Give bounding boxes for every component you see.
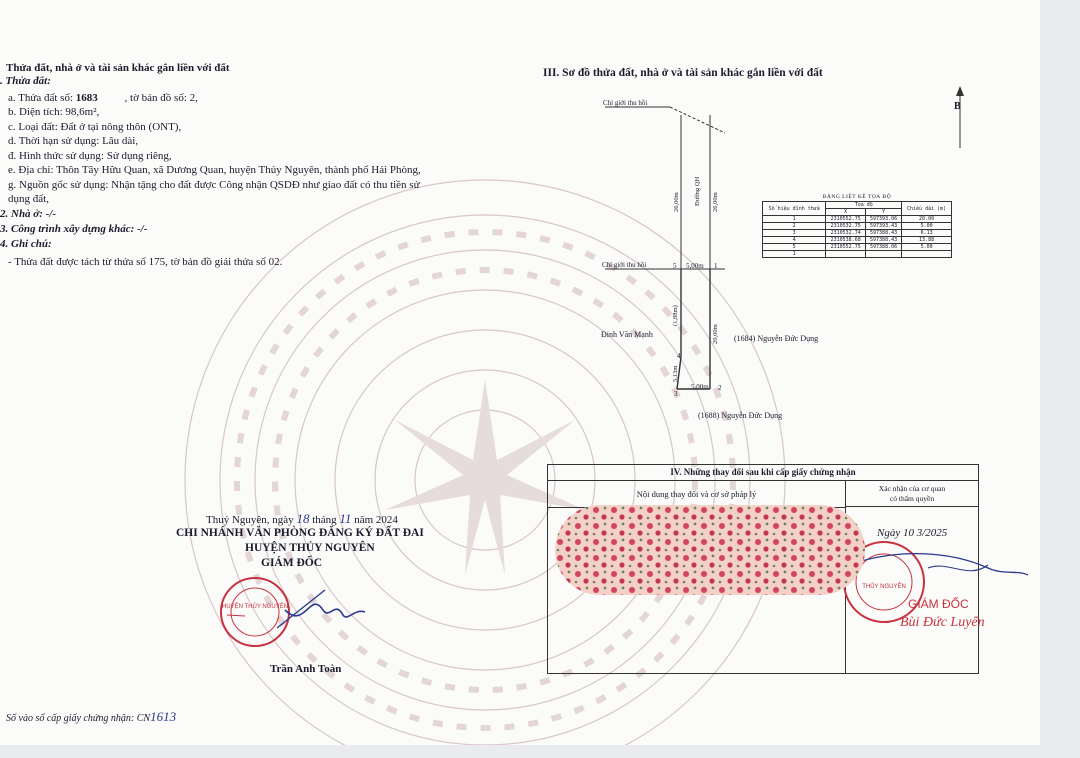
official-seal-left: [215, 570, 375, 655]
neighbor-south: (1688) Nguyễn Đức Dụng: [698, 411, 783, 420]
neighbor-west: Đinh Văn Mạnh: [601, 330, 653, 339]
term-line: d. Thời hạn sử dụng: Lâu dài,: [8, 135, 139, 147]
boundary-mid-label: Chỉ giới thu hồi: [602, 261, 647, 269]
point-label: 1: [714, 262, 718, 270]
side-west-length: (1,88m): [672, 305, 679, 326]
road-width-right: 26,00m: [712, 192, 719, 212]
house-line: 2. Nhà ở: -/-: [0, 208, 57, 220]
org-name-2: HUYỆN THỦY NGUYÊN: [245, 542, 375, 554]
edge-north-length: 5,00m: [686, 262, 704, 270]
edge-sw-length: 5,13m: [672, 365, 679, 382]
boundary-top-label: Chỉ giới thu hồi: [603, 99, 648, 107]
col-header: Số hiệu đỉnh thửa: [763, 202, 826, 216]
parcel-number: 1683: [75, 92, 98, 104]
north-arrow: [950, 80, 970, 150]
table-row: 1: [763, 251, 952, 258]
official-seal-right: [838, 520, 1038, 650]
edge-south-length: 5,00m: [691, 383, 709, 391]
signature-right: [858, 554, 1028, 575]
sign-day: 18: [296, 511, 310, 526]
parcel-heading: . Thửa đất:: [0, 75, 51, 87]
change-signer: Bùi Đức Luyến: [900, 615, 985, 630]
address-line: e. Địa chỉ: Thôn Tây Hữu Quan, xã Dương Quan, huyện Thủy Nguyên, thành phố Hải Phòng,: [8, 164, 421, 176]
sign-month: 11: [339, 511, 352, 526]
change-date: Ngày 10 3/2025: [877, 527, 948, 539]
neighbor-east: (1684) Nguyễn Đức Dụng: [734, 334, 819, 343]
col-header: Tọa độ: [826, 202, 902, 209]
position-title: GIÁM ĐỐC: [261, 557, 323, 569]
col-subheader: Y: [865, 209, 901, 216]
table-row: 1 2310552.75 597393.06 20.00: [763, 216, 952, 223]
table-row: 3 2310532.74 597388.43 6.13: [763, 230, 952, 237]
coordinate-table-caption: BẢNG LIỆT KÊ TỌA ĐỘ: [822, 194, 892, 200]
signer-name: Trần Anh Toàn: [270, 663, 342, 675]
diagram-heading: III. Sơ đồ thửa đất, nhà ở và tài sản khác gắn liền với đất: [543, 67, 823, 79]
origin-line-1: g. Nguồn gốc sử dụng: Nhận tặng cho đất được Công nhận QSDĐ như giao đất có thu tiền sử: [8, 179, 420, 191]
point-label: 3: [674, 390, 678, 398]
usage-form-line: đ. Hình thức sử dụng: Sử dụng riêng,: [8, 150, 172, 162]
parcel-diagram: [595, 95, 775, 415]
point-label: 4: [677, 352, 681, 360]
changes-col-confirm: Xác nhận của cơ quan có thẩm quyền: [846, 481, 978, 507]
side-east-length: 20,00m: [712, 324, 719, 344]
coordinate-table: [762, 194, 952, 258]
point-label: 5: [673, 262, 677, 270]
land-type-line: c. Loại đất: Đất ở tại nông thôn (ONT),: [8, 121, 182, 133]
change-position: GIÁM ĐỐC: [908, 597, 969, 611]
registry-number: 1613: [150, 709, 177, 724]
registry-line: Số vào sổ cấp giấy chứng nhận: CN1613: [6, 709, 177, 724]
sign-date: Thuỷ Nguyên, ngày 18 tháng 11 năm 2024: [206, 511, 398, 526]
table-row: 2 2310532.75 597393.43 5.00: [763, 223, 952, 230]
col-header: Chiều dài (m): [902, 202, 952, 216]
section-heading: Thửa đất, nhà ở và tài sản khác gắn liền với đất: [6, 62, 230, 74]
table-row: 4 2310538.68 597388.43 13.88: [763, 237, 952, 244]
note-line: - Thửa đất được tách từ thửa số 175, tờ bản đồ giải thửa số 02.: [8, 256, 283, 268]
changes-col-content: Nội dung thay đổi và cơ sở pháp lý: [548, 481, 846, 508]
table-row: 5 2310552.75 597388.06 5.00: [763, 244, 952, 251]
origin-line-2: dụng đất,: [8, 193, 49, 205]
seal-text-left: HUYỆN THỦY NGUYÊN: [221, 604, 289, 610]
area-line: b. Diện tích: 98,6m²,: [8, 106, 100, 118]
changes-title: IV. Những thay đổi sau khi cấp giấy chứng nhận: [548, 465, 978, 481]
col-subheader: X: [826, 209, 866, 216]
parcel-number-line: a. Thửa đất số: 1683 , tờ bản đồ số: 2,: [8, 92, 198, 104]
org-name-1: CHI NHÁNH VĂN PHÒNG ĐĂNG KÝ ĐẤT ĐAI: [176, 527, 424, 539]
redaction-overlay: [555, 505, 865, 595]
seal-text-right: THỦY NGUYÊN: [862, 584, 906, 590]
map-sheet: , tờ bản đồ số: 2,: [124, 92, 198, 104]
north-label: B: [954, 101, 961, 112]
notes-heading: 4. Ghi chú:: [0, 238, 52, 250]
road-width-left: 26,00m: [673, 192, 680, 212]
road-label: Đường QH: [694, 176, 701, 206]
point-label: 2: [718, 384, 722, 392]
signature-left: [285, 604, 365, 617]
structures-line: 3. Công trình xây dựng khác: -/-: [0, 223, 148, 235]
